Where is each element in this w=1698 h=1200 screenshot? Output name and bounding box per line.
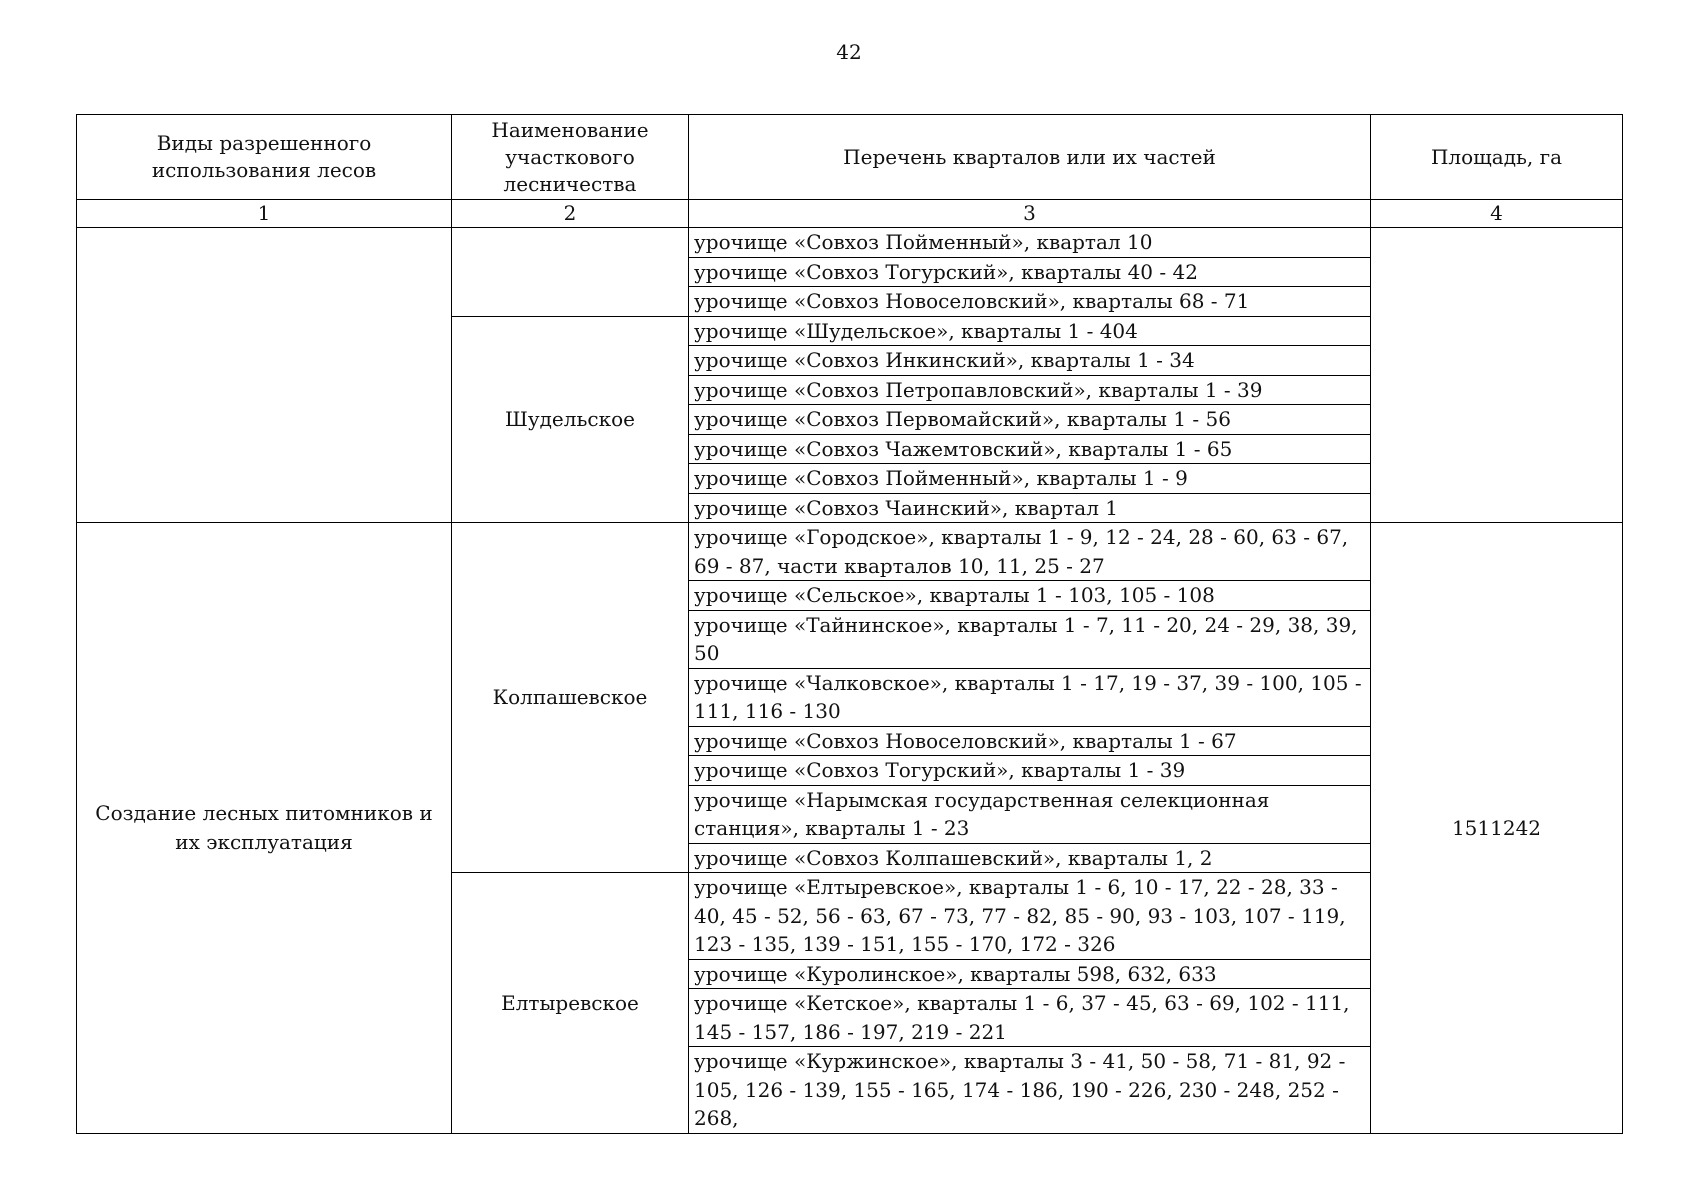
quarter-cell: урочище «Городское», кварталы 1 - 9, 12 - 24, 28 - 60, 63 - 67, 69 - 87, части кварталов 10, 11, 25 - 27 bbox=[689, 523, 1371, 581]
quarter-cell: урочище «Совхоз Первомайский», кварталы 1 - 56 bbox=[689, 405, 1371, 435]
quarter-cell: урочище «Совхоз Тогурский», кварталы 1 - 39 bbox=[689, 756, 1371, 786]
quarter-cell: урочище «Сельское», кварталы 1 - 103, 105 - 108 bbox=[689, 581, 1371, 611]
quarter-cell: урочище «Куролинское», кварталы 598, 632, 633 bbox=[689, 959, 1371, 989]
use-type-cell-continued bbox=[77, 228, 452, 523]
header-use-type: Виды разрешенного использования лесов bbox=[77, 115, 452, 200]
forestry-cell-continued bbox=[452, 228, 689, 317]
column-number: 2 bbox=[452, 200, 689, 228]
quarter-cell: урочище «Совхоз Петропавловский», кварталы 1 - 39 bbox=[689, 375, 1371, 405]
quarter-cell: урочище «Чалковское», кварталы 1 - 17, 19 - 37, 39 - 100, 105 - 111, 116 - 130 bbox=[689, 668, 1371, 726]
quarter-cell: урочище «Елтыревское», кварталы 1 - 6, 10 - 17, 22 - 28, 33 - 40, 45 - 52, 56 - 63, 67 - 73, 77 - 82, 85 - 90, 93 - 103, 107 - 119, 123 - 135, 139 - 151, 155 - 170, 172 - 326 bbox=[689, 873, 1371, 960]
quarter-cell: урочище «Совхоз Пойменный», кварталы 1 - 9 bbox=[689, 464, 1371, 494]
quarter-cell: урочище «Шудельское», кварталы 1 - 404 bbox=[689, 316, 1371, 346]
quarter-cell: урочище «Совхоз Пойменный», квартал 10 bbox=[689, 228, 1371, 258]
forestry-name-eltyrevskoe: Елтыревское bbox=[452, 873, 689, 1134]
column-number: 3 bbox=[689, 200, 1371, 228]
area-cell-continued bbox=[1371, 228, 1623, 523]
header-row bbox=[77, 115, 1623, 200]
quarter-cell: урочище «Кетское», кварталы 1 - 6, 37 - 45, 63 - 69, 102 - 111, 145 - 157, 186 - 197, 219 - 221 bbox=[689, 989, 1371, 1047]
quarter-cell: урочище «Совхоз Чажемтовский», кварталы 1 - 65 bbox=[689, 434, 1371, 464]
table-row bbox=[77, 523, 1623, 581]
area-value: 1511242 bbox=[1371, 523, 1623, 1134]
forestry-name-kolpashevskoe: Колпашевское bbox=[452, 523, 689, 873]
quarter-cell: урочище «Совхоз Новоселовский», кварталы 68 - 71 bbox=[689, 287, 1371, 317]
page-number: 42 bbox=[836, 40, 862, 64]
quarter-cell: урочище «Совхоз Инкинский», кварталы 1 - 34 bbox=[689, 346, 1371, 376]
quarter-cell: урочище «Совхоз Тогурский», кварталы 40 - 42 bbox=[689, 257, 1371, 287]
quarter-cell: урочище «Нарымская государственная селекционная станция», кварталы 1 - 23 bbox=[689, 785, 1371, 843]
quarter-cell: урочище «Тайнинское», кварталы 1 - 7, 11 - 20, 24 - 29, 38, 39, 50 bbox=[689, 610, 1371, 668]
header-forestry: Наименование участкового лесничества bbox=[452, 115, 689, 200]
forest-use-table bbox=[76, 114, 1623, 1134]
header-quarters: Перечень кварталов или их частей bbox=[689, 115, 1371, 200]
use-type-cell: Создание лесных питомников и их эксплуатация bbox=[77, 523, 452, 1134]
quarter-cell: урочище «Совхоз Новоселовский», кварталы 1 - 67 bbox=[689, 726, 1371, 756]
header-area: Площадь, га bbox=[1371, 115, 1623, 200]
forestry-name-shudelskoe: Шудельское bbox=[452, 316, 689, 523]
column-number-row bbox=[77, 200, 1623, 228]
quarter-cell: урочище «Совхоз Чаинский», квартал 1 bbox=[689, 493, 1371, 523]
quarter-cell: урочище «Куржинское», кварталы 3 - 41, 50 - 58, 71 - 81, 92 - 105, 126 - 139, 155 - 165, 174 - 186, 190 - 226, 230 - 248, 252 - 268, bbox=[689, 1047, 1371, 1134]
quarter-cell: урочище «Совхоз Колпашевский», кварталы 1, 2 bbox=[689, 843, 1371, 873]
column-number: 4 bbox=[1371, 200, 1623, 228]
column-number: 1 bbox=[77, 200, 452, 228]
table-row bbox=[77, 228, 1623, 258]
